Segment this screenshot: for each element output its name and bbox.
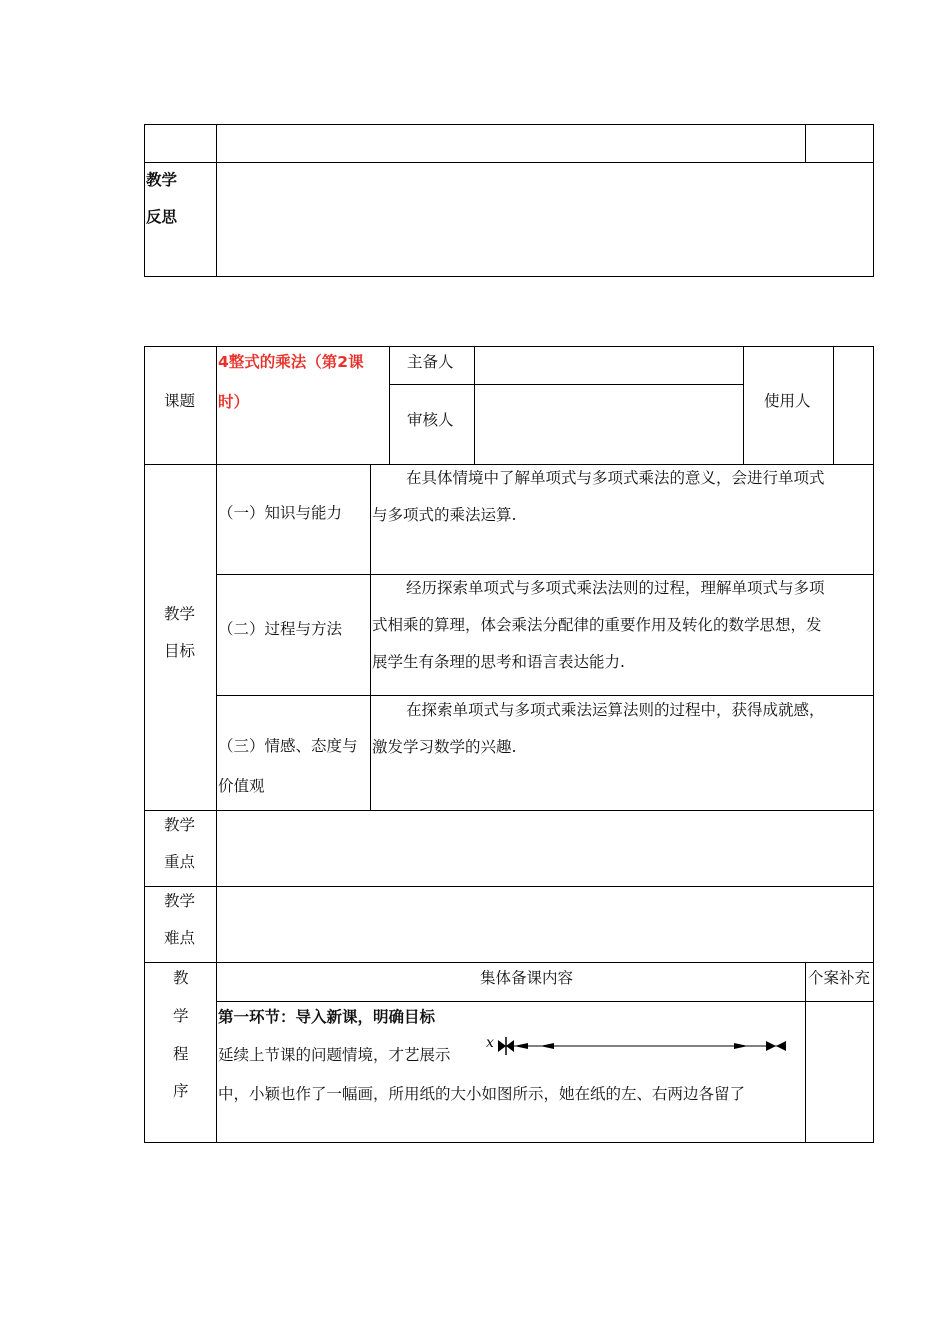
goal-1-line: 与多项式的乘法运算.	[372, 506, 517, 524]
user-label: 使用人	[764, 392, 811, 410]
main-border-left	[144, 346, 145, 1143]
key-points-bottom	[144, 886, 874, 887]
top-table-border-bottom	[144, 276, 874, 277]
topic-title-line1: 4整式的乘法（第2课	[218, 353, 364, 371]
reflection-label-line1: 教学	[146, 171, 178, 189]
procedure-label-char: 学	[173, 1007, 189, 1025]
figure-x-label: x	[486, 1035, 494, 1051]
label-col-divider	[216, 346, 217, 1143]
dimension-figure	[484, 1034, 794, 1058]
difficulty-bottom	[144, 962, 874, 963]
dimension-arrows-svg	[484, 1034, 794, 1058]
top-table-col-divider-2	[805, 124, 806, 162]
name-col-divider	[743, 346, 744, 464]
goals-label-line2: 目标	[164, 642, 196, 660]
topic-title-line2: 时）	[218, 393, 250, 411]
section1-line1: 延续上节课的问题情境，才艺展示	[218, 1046, 451, 1064]
procedure-label-char: 教	[173, 969, 189, 987]
goals-col-divider	[370, 464, 371, 811]
top-table-border-left	[144, 124, 145, 277]
top-table-row-divider	[144, 162, 874, 163]
section1-line2: 中，小颖也作了一幅画，所用纸的大小如图所示，她在纸的左、右两边各留了	[218, 1085, 746, 1103]
preparer-row-divider	[389, 384, 744, 385]
role-col-divider	[474, 346, 475, 464]
difficulty-label-line2: 难点	[164, 929, 196, 947]
goal-3-text	[372, 692, 872, 766]
supplement-col-divider	[805, 962, 806, 1143]
key-points-label-line1: 教学	[164, 816, 196, 834]
goals-block-bottom	[144, 810, 874, 811]
goal-2-line: 经历探索单项式与多项式乘法法则的过程，理解单项式与多项	[406, 579, 825, 597]
preparer-label: 主备人	[407, 353, 454, 371]
goal-2-line: 式相乘的算理，体会乘法分配律的重要作用及转化的数学思想，发	[372, 616, 822, 634]
procedure-label-char: 序	[173, 1082, 189, 1100]
procedure-header-bottom	[216, 1001, 874, 1002]
section1-title: 第一环节：导入新课，明确目标	[218, 1008, 436, 1026]
goal-3-name-line1: （三）情感、态度与	[218, 737, 358, 755]
goal-1-name: （一）知识与能力	[218, 504, 343, 522]
goals-label-line1: 教学	[164, 605, 196, 623]
top-table-border-right	[873, 124, 874, 277]
main-border-right	[873, 346, 874, 1143]
reflection-label-line2: 反思	[146, 208, 178, 226]
difficulty-label-line1: 教学	[164, 892, 196, 910]
topic-col-divider	[389, 346, 390, 464]
top-table-col-divider	[216, 124, 217, 277]
main-border-top	[144, 346, 874, 347]
goal-3-line: 在探索单项式与多项式乘法运算法则的过程中，获得成就感，	[406, 701, 825, 719]
procedure-label-char: 程	[173, 1045, 189, 1063]
goal-2-text	[372, 570, 872, 681]
goal-1-line: 在具体情境中了解单项式与多项式乘法的意义，会进行单项式	[406, 469, 825, 487]
topic-label: 课题	[164, 392, 196, 410]
collective-header: 集体备课内容	[480, 969, 574, 987]
user-col-divider	[833, 346, 834, 464]
goal-3-name-line2: 价值观	[218, 777, 265, 795]
top-table-border-top	[144, 124, 874, 125]
goal-2-name: （二）过程与方法	[218, 620, 343, 638]
goal-2-line: 展学生有条理的思考和语言表达能力.	[372, 653, 625, 671]
key-points-label-line2: 重点	[164, 853, 196, 871]
goal-1-text	[372, 460, 872, 534]
main-border-bottom	[144, 1142, 874, 1143]
goal-3-line: 激发学习数学的兴趣.	[372, 738, 517, 756]
supplement-header: 个案补充	[808, 969, 871, 987]
reviewer-label: 审核人	[407, 411, 454, 429]
